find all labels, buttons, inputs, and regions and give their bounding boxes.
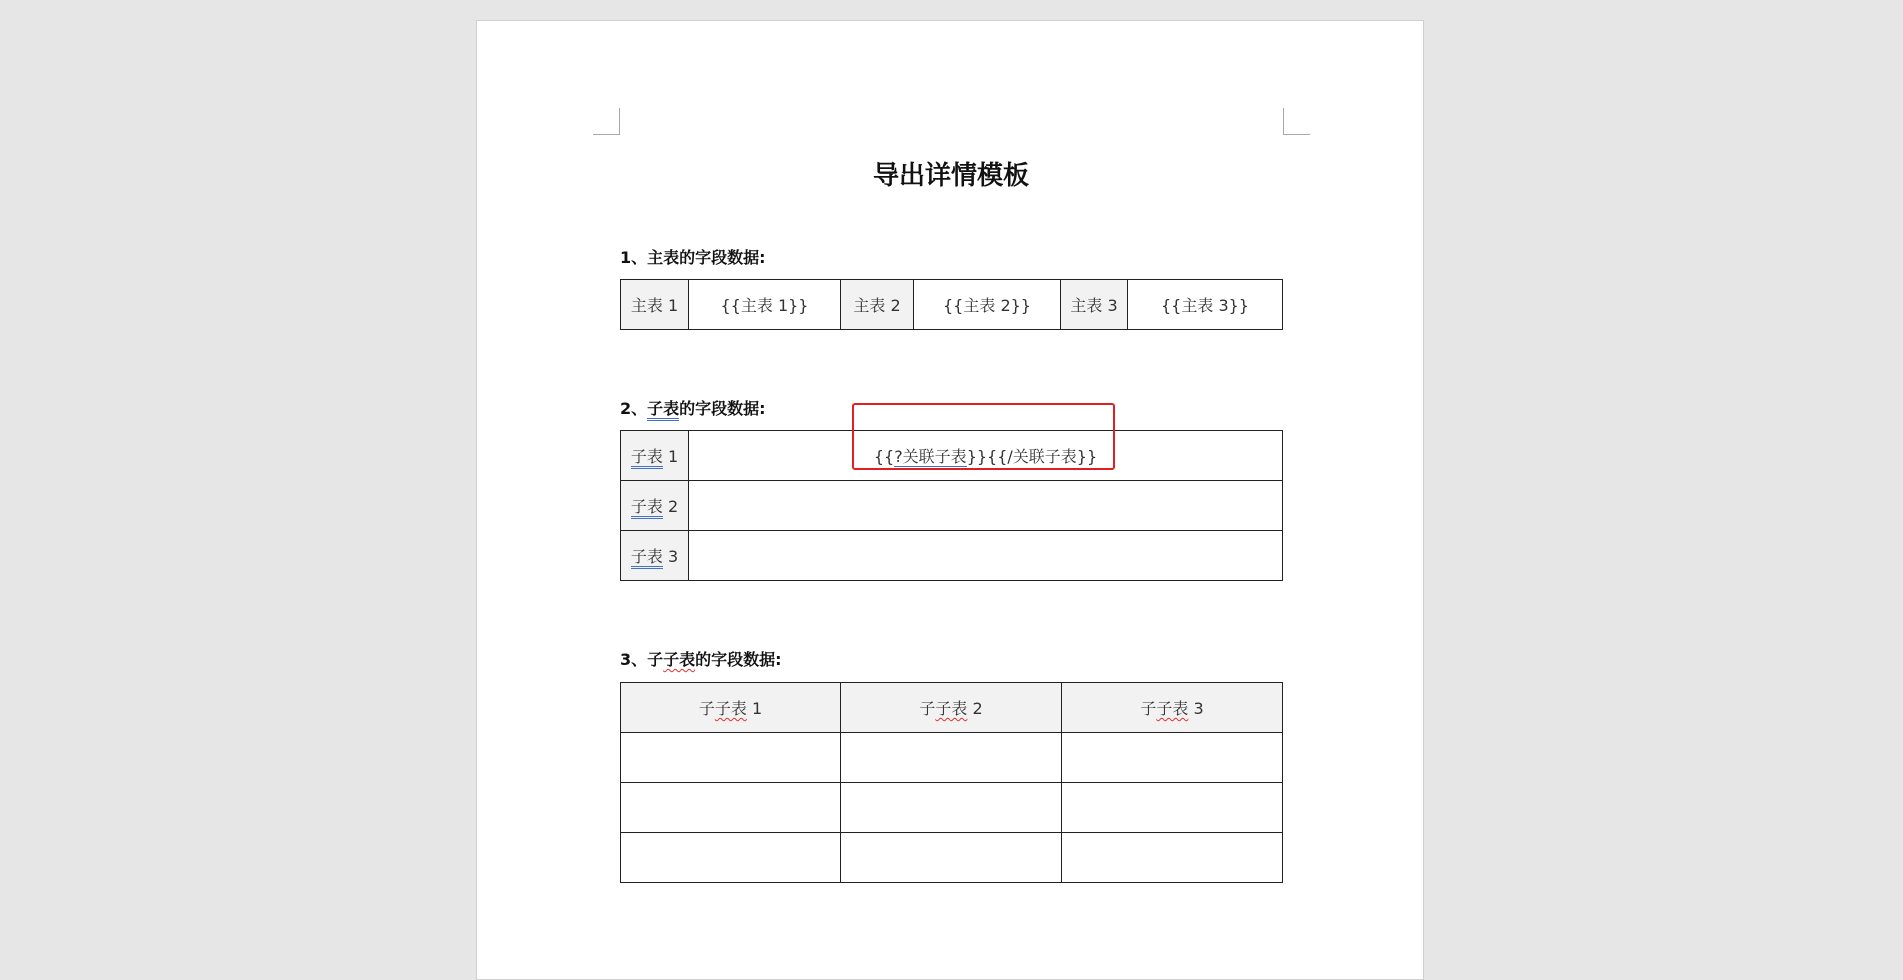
table-cell[interactable] <box>1062 833 1283 883</box>
sub-field-label-1[interactable]: 子表 1 <box>621 431 689 481</box>
margin-corner-top-left <box>593 108 620 135</box>
section-1-heading[interactable] <box>620 245 766 268</box>
sub-field-value-2[interactable] <box>689 481 1283 531</box>
main-field-value-3[interactable]: {{主表 3}} <box>1128 280 1283 330</box>
main-field-label-2[interactable]: 主表 2 <box>841 280 914 330</box>
table-cell[interactable] <box>1062 733 1283 783</box>
main-field-label-1[interactable]: 主表 1 <box>621 280 689 330</box>
table-cell[interactable] <box>841 833 1062 883</box>
table-cell[interactable] <box>621 733 841 783</box>
sub-field-value-1[interactable]: {{?关联子表}}{{/关联子表}} <box>689 431 1283 481</box>
sub-field-label-2[interactable]: 子表 2 <box>621 481 689 531</box>
sub-sub-header-1[interactable]: 子子表 1 <box>621 683 841 733</box>
sub-sub-table[interactable] <box>620 682 1283 883</box>
main-field-value-1[interactable]: {{主表 1}} <box>689 280 841 330</box>
main-field-value-2[interactable]: {{主表 2}} <box>914 280 1061 330</box>
table-row <box>621 783 1283 833</box>
margin-corner-top-right <box>1283 108 1310 135</box>
section-3-number: 3、 <box>620 650 648 669</box>
sub-sub-header-3[interactable]: 子子表 3 <box>1062 683 1283 733</box>
sub-table-row <box>621 431 1283 481</box>
main-table-row <box>621 280 1283 330</box>
table-cell[interactable] <box>841 733 1062 783</box>
section-2-heading[interactable] <box>620 396 766 419</box>
main-table[interactable] <box>620 279 1283 330</box>
section-2-text: 的字段数据: <box>679 399 766 418</box>
document-page[interactable] <box>476 20 1424 980</box>
table-cell[interactable] <box>621 783 841 833</box>
table-row <box>621 833 1283 883</box>
sub-sub-header-2[interactable]: 子子表 2 <box>841 683 1062 733</box>
sub-field-label-3[interactable]: 子表 3 <box>621 531 689 581</box>
sub-table-row <box>621 481 1283 531</box>
sub-table[interactable] <box>620 430 1283 581</box>
section-3-heading[interactable]: 3、子子表的字段数据: <box>620 650 782 669</box>
section-2-number: 2、 <box>620 399 648 418</box>
table-cell[interactable] <box>841 783 1062 833</box>
table-row <box>621 733 1283 783</box>
sub-table-row <box>621 531 1283 581</box>
document-title[interactable]: 导出详情模板 <box>872 161 1029 191</box>
section-3-text: 的字段数据: <box>695 650 782 669</box>
main-field-label-3[interactable]: 主表 3 <box>1061 280 1128 330</box>
sub-field-value-3[interactable] <box>689 531 1283 581</box>
section-1-text: 主表的字段数据: <box>647 248 766 267</box>
sub-sub-table-header-row <box>621 683 1283 733</box>
section-3-wavy-word: 子表 <box>663 650 696 669</box>
table-cell[interactable] <box>1062 783 1283 833</box>
table-cell[interactable] <box>621 833 841 883</box>
section-1-number: 1、 <box>620 248 648 267</box>
section-2-underlined-word: 子表 <box>647 399 679 421</box>
